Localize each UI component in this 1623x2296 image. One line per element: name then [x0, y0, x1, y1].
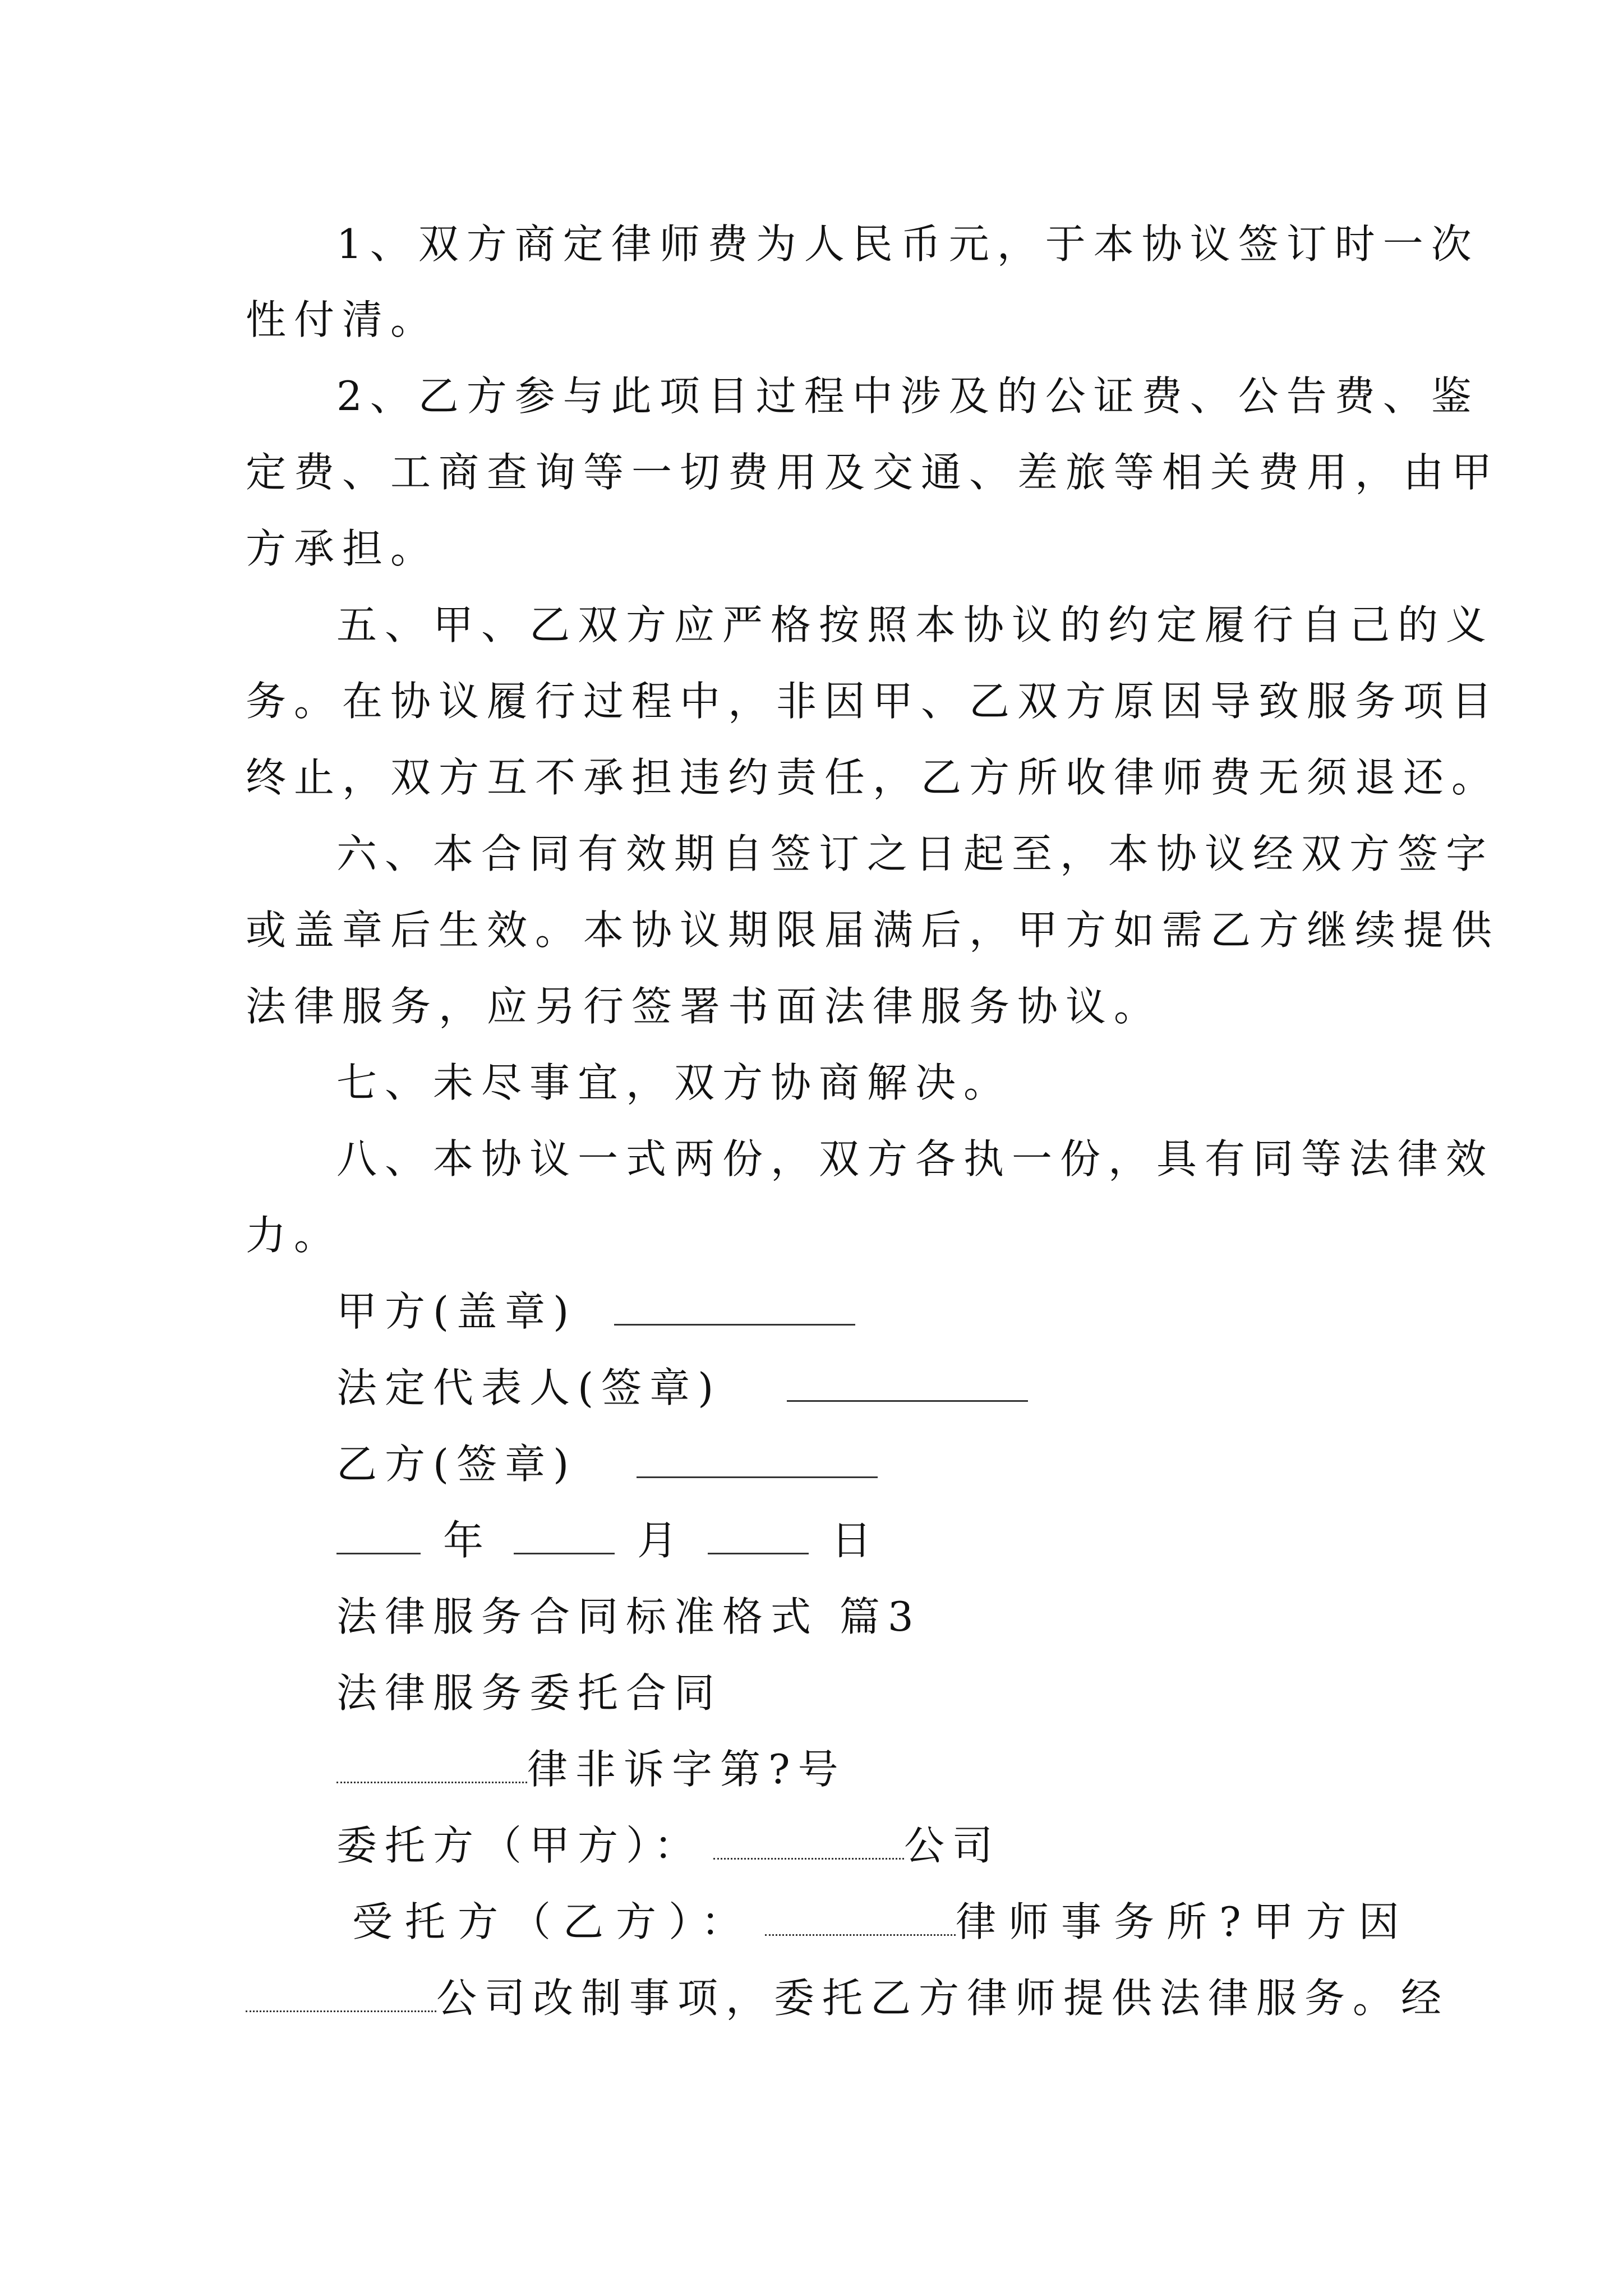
- clause-6-line-2: 或盖章后生效。本协议期限届满后，甲方如需乙方继续提供: [246, 907, 1500, 954]
- matter-row: [246, 1970, 1449, 2026]
- agent-label: 受托方（乙方）：: [352, 1898, 754, 1945]
- party-b-signature-row: [336, 1436, 878, 1492]
- clause-5-line-2: 务。在协议履行过程中，非因甲、乙双方原因导致服务项目: [246, 678, 1500, 725]
- agent-name-blank: [765, 1895, 956, 1936]
- fee-clause-line-1: 1、双方商定律师费为人民币元，于本协议签订时一次: [336, 220, 1479, 268]
- day-label: 日: [831, 1517, 880, 1564]
- agent-suffix: 律师事务所?甲方因: [956, 1898, 1412, 1945]
- agent-row: [352, 1894, 1412, 1950]
- legal-rep-signature-blank: [787, 1361, 1028, 1402]
- year-blank: [336, 1513, 421, 1554]
- fee-clause-line-2: 性付清。: [246, 296, 439, 343]
- month-blank: [514, 1513, 615, 1554]
- party-a-signature-blank: [614, 1285, 855, 1326]
- year-label: 年: [443, 1517, 492, 1564]
- clause-6-line-1: 六、本合同有效期自签订之日起至，本协议经双方签字: [336, 830, 1495, 877]
- expenses-clause-line-3: 方承担。: [246, 525, 439, 572]
- party-b-signature-label: 乙方(签章): [336, 1441, 577, 1488]
- client-suffix: 公司: [904, 1822, 1001, 1869]
- clause-8-line-1: 八、本协议一式两份，双方各执一份，具有同等法律效: [336, 1135, 1495, 1182]
- contract-number-blank: [336, 1742, 527, 1783]
- clause-8-line-2: 力。: [246, 1212, 343, 1259]
- date-row: [336, 1512, 879, 1568]
- client-label: 委托方（甲方）：: [336, 1822, 703, 1869]
- party-b-signature-blank: [637, 1437, 878, 1478]
- contract-number-row: [336, 1741, 846, 1797]
- matter-text: 公司改制事项，委托乙方律师提供法律服务。经: [436, 1975, 1450, 2022]
- company-name-blank: [246, 1971, 436, 2012]
- legal-rep-label: 法定代表人(签章): [336, 1364, 722, 1411]
- legal-rep-signature-row: [336, 1360, 1028, 1416]
- contract-title: 法律服务委托合同: [336, 1669, 723, 1717]
- clause-5-line-1: 五、甲、乙双方应严格按照本协议的约定履行自己的义: [336, 601, 1495, 648]
- day-blank: [708, 1513, 809, 1554]
- expenses-clause-line-2: 定费、工商查询等一切费用及交通、差旅等相关费用，由甲: [246, 449, 1500, 496]
- contract-number-suffix: 律非诉字第?号: [527, 1746, 846, 1793]
- client-row: [336, 1818, 1000, 1874]
- clause-6-line-3: 法律服务，应另行签署书面法律服务协议。: [246, 983, 1163, 1030]
- clause-5-line-3: 终止，双方互不承担违约责任，乙方所收律师费无须退还。: [246, 754, 1500, 801]
- section-heading: 法律服务合同标准格式 篇3: [336, 1593, 921, 1640]
- party-a-signature-row: [336, 1283, 855, 1340]
- month-label: 月: [637, 1517, 686, 1564]
- party-a-seal-label: 甲方(盖章): [336, 1288, 577, 1335]
- client-name-blank: [713, 1819, 904, 1860]
- clause-7-line-1: 七、未尽事宜，双方协商解决。: [336, 1059, 1012, 1106]
- expenses-clause-line-1: 2、乙方参与此项目过程中涉及的公证费、公告费、鉴: [336, 372, 1479, 420]
